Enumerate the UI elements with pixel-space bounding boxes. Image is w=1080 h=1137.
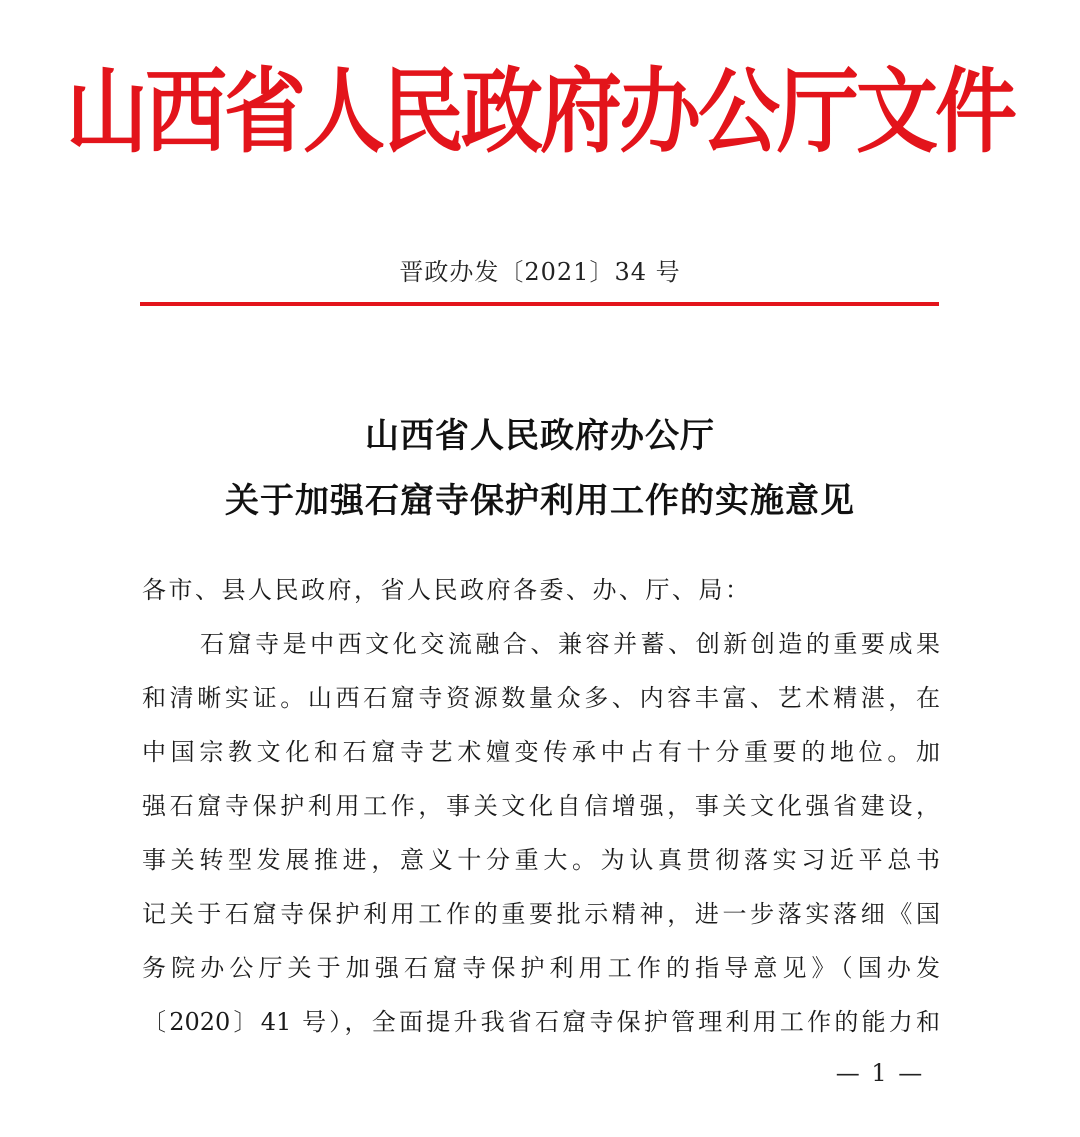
body-line: 和清晰实证。山西石窟寺资源数量众多、内容丰富、艺术精湛，在: [142, 684, 940, 712]
body-line: 石窟寺是中西文化交流融合、兼容并蓄、创新创造的重要成果: [200, 630, 940, 658]
document-number: 晋政办发〔2021〕34 号: [399, 258, 681, 286]
body-line: 〔2020〕41 号），全面提升我省石窟寺保护管理利用工作的能力和: [142, 1008, 940, 1036]
body-line: 务院办公厅关于加强石窟寺保护利用工作的指导意见》（国办发: [142, 954, 940, 982]
salutation: 各市、县人民政府，省人民政府各委、办、厅、局：: [142, 576, 752, 604]
body-line: 事关转型发展推进，意义十分重大。为认真贯彻落实习近平总书: [142, 846, 940, 874]
document-title-line-1: 山西省人民政府办公厅: [365, 416, 715, 456]
body-line: 强石窟寺保护利用工作，事关文化自信增强，事关文化强省建设，: [142, 792, 940, 820]
masthead-title: 山西省人民政府办公厅文件: [65, 58, 1014, 166]
red-divider-rule: [140, 302, 939, 306]
body-line: 记关于石窟寺保护利用工作的重要批示精神，进一步落实落细《国: [142, 900, 940, 928]
body-line: 中国宗教文化和石窟寺艺术嬗变传承中占有十分重要的地位。加: [142, 738, 940, 766]
document-title-line-2: 关于加强石窟寺保护利用工作的实施意见: [225, 481, 855, 521]
page-number: — 1 —: [835, 1059, 925, 1087]
